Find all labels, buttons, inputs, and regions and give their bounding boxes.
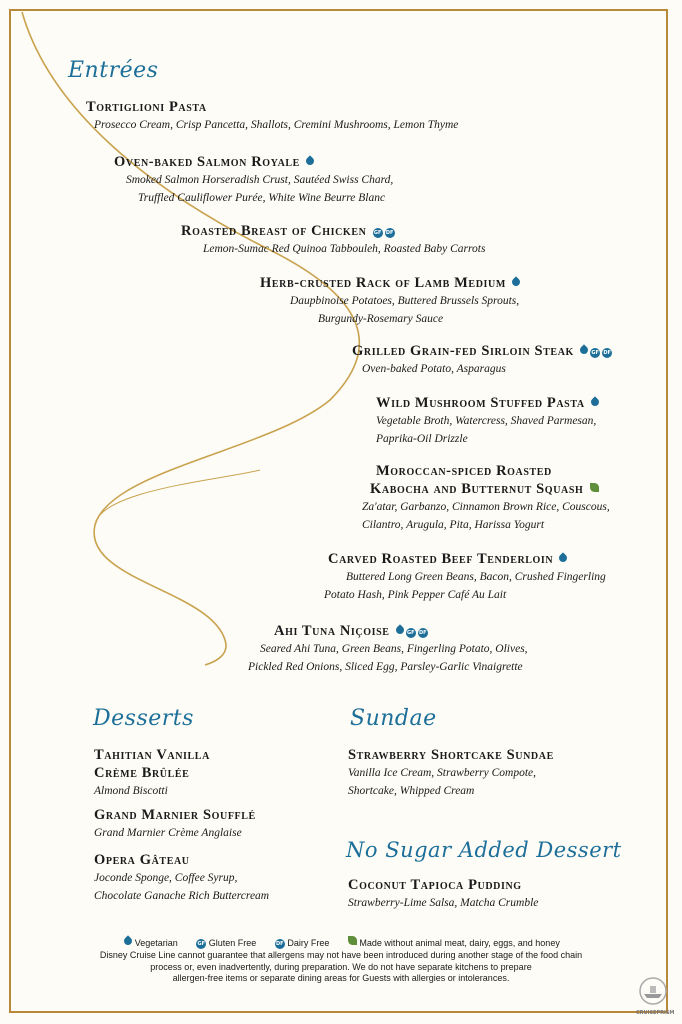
- dish-description: Vegetable Broth, Watercress, Shaved Parmesan,: [376, 415, 597, 427]
- dish-description: Paprika-Oil Drizzle: [376, 433, 468, 445]
- disclaimer-line: Disney Cruise Line cannot guarantee that allergens may not have been introduced during another stage of the food chain: [99, 950, 583, 960]
- gluten-free-icon: GF: [197, 941, 206, 947]
- dish-description: Vanilla Ice Cream, Strawberry Compote,: [348, 767, 537, 779]
- dessert-opera-gateau: [94, 851, 269, 905]
- dish-name: Carved Roasted Beef Tenderloin: [328, 551, 554, 567]
- dish-description: Almond Biscotti: [94, 785, 168, 797]
- dessert-creme-brulee: [94, 746, 210, 800]
- dish-name: Wild Mushroom Stuffed Pasta: [376, 395, 585, 411]
- entree-kabocha: [362, 462, 610, 534]
- dish-description: Strawberry-Lime Salsa, Matcha Crumble: [348, 897, 539, 909]
- dessert-souffle: [94, 806, 256, 842]
- desserts-heading: Desserts: [93, 706, 194, 731]
- dish-name: Opera Gâteau: [94, 852, 190, 868]
- dietary-legend: [0, 936, 682, 949]
- entree-chicken: [181, 222, 485, 258]
- entree-tortiglioni: [86, 98, 458, 134]
- dish-name: Strawberry Shortcake Sundae: [348, 747, 554, 763]
- entree-ahi-tuna: [248, 622, 528, 676]
- dish-description: Truffled Cauliflower Purée, White Wine Beurre Blanc: [138, 192, 386, 204]
- entree-mushroom-pasta: [376, 394, 599, 448]
- dish-description: Burgundy-Rosemary Sauce: [318, 313, 444, 325]
- legend-plant-based: Made without animal meat, dairy, eggs, and honey: [359, 938, 560, 948]
- vegetarian-icon: [394, 624, 405, 635]
- plant-based-icon: [348, 936, 357, 945]
- watermark-logo: [636, 976, 675, 1016]
- disclaimer-line: allergen-free items or separate dining areas for Guests with allergies or intolerances.: [172, 973, 510, 983]
- dish-name: Herb-crusted Rack of Lamb Medium: [260, 275, 506, 291]
- dish-name: Grand Marnier Soufflé: [94, 807, 256, 823]
- legend-vegetarian: Vegetarian: [134, 938, 178, 948]
- dish-name: Crème Brûlée: [94, 765, 190, 781]
- vegetarian-icon: [510, 276, 521, 287]
- dish-description: Shortcake, Whipped Cream: [348, 785, 475, 797]
- dish-name: Grilled Grain-fed Sirloin Steak: [352, 343, 574, 359]
- dish-name: Roasted Breast of Chicken: [181, 223, 367, 239]
- gluten-free-icon: GF: [407, 630, 415, 636]
- dish-description: Za'atar, Garbanzo, Cinnamon Brown Rice, Couscous,: [362, 501, 610, 513]
- plant-based-icon: [590, 483, 599, 492]
- dish-description: Prosecco Cream, Crisp Pancetta, Shallots, Cremini Mushrooms, Lemon Thyme: [94, 119, 459, 131]
- allergen-disclaimer: [60, 950, 622, 985]
- sundae-strawberry-shortcake: [348, 746, 554, 800]
- dish-name: Oven-baked Salmon Royale: [114, 154, 300, 170]
- gluten-free-icon: GF: [373, 230, 382, 236]
- gluten-free-icon: GF: [591, 350, 599, 356]
- entree-sirloin: [352, 342, 612, 378]
- dish-description: Chocolate Ganache Rich Buttercream: [94, 890, 270, 902]
- ship-logo-icon: [636, 976, 670, 1006]
- dish-description: Grand Marnier Crème Anglaise: [94, 827, 242, 839]
- vegetarian-icon: [589, 396, 600, 407]
- sundae-heading: Sundae: [350, 706, 437, 731]
- no-sugar-tapioca: [348, 876, 538, 912]
- dish-description: Oven-baked Potato, Asparagus: [362, 363, 506, 375]
- vegetarian-icon: [123, 935, 134, 946]
- dairy-free-icon: DF: [603, 350, 611, 356]
- dish-name: Coconut Tapioca Pudding: [348, 877, 522, 893]
- legend-dairy-free: Dairy Free: [287, 938, 330, 948]
- legend-gluten-free: Gluten Free: [208, 938, 257, 948]
- vegetarian-icon: [578, 344, 589, 355]
- dish-name: Tahitian Vanilla: [94, 747, 210, 763]
- dairy-free-icon: DF: [385, 230, 394, 236]
- dish-description: Buttered Long Green Beans, Bacon, Crushed Fingerling: [346, 571, 606, 583]
- dish-description: Lemon-Sumac Red Quinoa Tabbouleh, Roasted Baby Carrots: [203, 243, 486, 255]
- dish-name: Ahi Tuna Niçoise: [274, 623, 390, 639]
- vegetarian-icon: [558, 552, 569, 563]
- no-sugar-heading: No Sugar Added Dessert: [346, 838, 622, 862]
- disclaimer-line: process or, even inadvertently, during preparation. We do not have separate kitchens to prepare: [150, 961, 532, 972]
- dish-description: Seared Ahi Tuna, Green Beans, Fingerling Potato, Olives,: [260, 643, 528, 655]
- dairy-free-icon: DF: [419, 630, 427, 636]
- dish-description: Cilantro, Arugula, Pita, Harissa Yogurt: [362, 519, 545, 531]
- entree-beef-tenderloin: [324, 550, 606, 604]
- dish-description: Potato Hash, Pink Pepper Café Au Lait: [324, 589, 507, 601]
- dish-description: Smoked Salmon Horseradish Crust, Sautéed Swiss Chard,: [126, 174, 394, 186]
- dairy-free-icon: DF: [276, 941, 284, 947]
- dish-name: Tortiglioni Pasta: [86, 99, 207, 115]
- dish-description: Pickled Red Onions, Sliced Egg, Parsley-Garlic Vinaigrette: [248, 661, 523, 673]
- dish-description: Joconde Sponge, Coffee Syrup,: [94, 872, 238, 884]
- dish-name: Moroccan-spiced Roasted: [376, 463, 552, 479]
- entrees-heading: Entrées: [68, 58, 159, 83]
- entree-salmon: [114, 153, 393, 207]
- dish-description: Daupbinoise Potatoes, Buttered Brussels Sprouts,: [290, 295, 520, 307]
- vegetarian-icon: [305, 155, 316, 166]
- entree-lamb: [260, 274, 520, 328]
- dish-name: Kabocha and Butternut Squash: [370, 481, 584, 497]
- watermark-text: CRUISEPRISM: [636, 1010, 675, 1016]
